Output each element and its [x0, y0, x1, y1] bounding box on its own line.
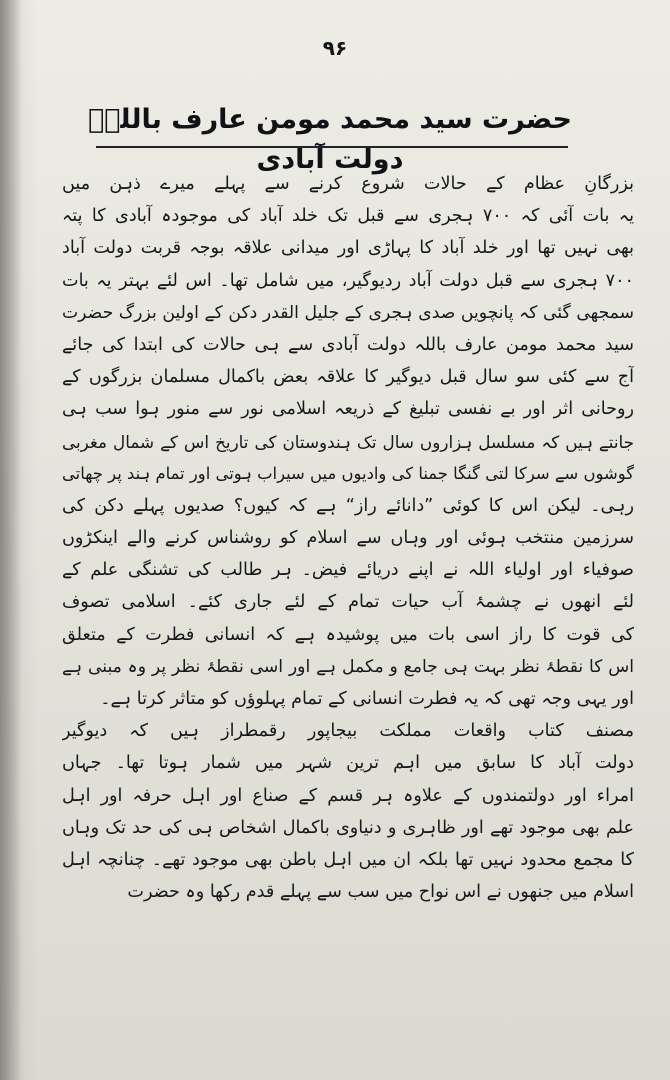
text-line: اور یہی وجہ تھی کہ یہ فطرت انسانی کے تمام پہلوؤں کو متاثر کرتا ہے۔ — [100, 689, 634, 709]
text-line: بزرگانِ عظام کے حالات شروع کرنے سے پہلے میرے ذہن میں — [62, 174, 634, 194]
text-line: صوفیاء اور اولیاء اللہ نے اپنے دریائے فیض۔ ہر طالب کی تشنگی علم کے — [62, 560, 634, 581]
text-line: دولت آباد کا سابق میں اہم ترین شہر میں شمار ہوتا تھا۔ جہاں — [62, 753, 634, 774]
text-line: اس کا نقطۂ نظر بہت ہی جامع و مکمل ہے اور اسی نقطۂ نظر پر وہ مبنی ہے — [62, 656, 634, 677]
text-line: سرزمین منتخب ہوئی اور وہاں سے اسلام کو روشناس کرنے والے اینکڑوں — [62, 528, 634, 549]
text-line: گوشوں سے سرکا لتی گنگا جمنا کی وادیوں میں سیراب ہوتی اور تمام ہند پر چھاتی — [62, 463, 634, 483]
text-line: ۷۰۰ ہجری سے قبل دولت آباد ردیوگیر، میں شامل تھا۔ اس لئے بہتر یہ بات — [62, 270, 634, 291]
text-line: لئے انھوں نے چشمۂ آب حیات تمام کے لئے جاری کئے۔ اسلامی تصوف — [62, 592, 634, 613]
chapter-heading: حضرت سید محمد مومن عارف باللہؒ دولت آبادی — [87, 104, 573, 175]
text-line: کی قوت کا راز اسی بات میں پوشیدہ ہے کہ انسانی فطرت کے متعلق — [62, 624, 634, 645]
text-line: علم بھی موجود تھے اور ظاہری و دنیاوی باکمال اشخاص ہی کی حد تک وہاں — [62, 817, 634, 838]
text-line: آج سے کئی سو سال قبل دیوگیر کا علاقہ بعض باکمال مسلمان بزرگوں کے — [62, 367, 634, 388]
text-line: کا مجمع محدود نہیں تھا بلکہ ان میں اہل باطن بھی موجود تھے۔ چنانچہ اہل — [62, 849, 634, 870]
text-line: جانتے ہیں کہ مسلسل ہزاروں سال تک ہندوستان کی تاریخ اس کے شمال مغربی — [62, 431, 634, 452]
text-line: بھی نہیں تھا اور خلد آباد کا پہاڑی اور میدانی علاقہ بوجہ قربت دولت آباد — [62, 238, 634, 259]
text-line: سمجھی گئی کہ پانچویں صدی ہجری کے جلیل القدر دکن کے اولین بزرگ حضرت — [62, 302, 634, 323]
text-line: روحانی اثر اور بے نفسی تبلیغ کے ذریعہ اسلامی نور سے منور ہوا سب ہی — [62, 399, 634, 420]
text-line: اسلام میں جنھوں نے اس نواح میں سب سے پہلے قدم رکھا وہ حضرت — [127, 882, 634, 903]
heading-underline — [96, 146, 568, 148]
text-line: رہی۔ لیکن اس کا کوئی ”دانائے راز“ ہے کہ کیوں؟ صدیوں پہلے دکن کی — [62, 495, 634, 516]
text-line: امراء اور دولتمندوں کے علاوہ ہر قسم کے صناع اور اہل حرفہ اور اہل — [62, 785, 634, 806]
body-text — [62, 168, 634, 908]
page-number: ۹۶ — [322, 36, 348, 60]
text-line: مصنف کتاب واقعات مملکت بیجاپور رقمطراز ہیں کہ دیوگیر — [62, 721, 634, 742]
binding-shadow — [0, 0, 22, 1080]
text-line: سید محمد مومن عارف باللہ دولت آبادی سے ہی حالات کی ابتدا کی جائے — [62, 334, 634, 355]
text-line: یہ بات آئی کہ ۷۰۰ ہجری سے قبل تک خلد آباد کی موجودہ آبادی کا پتہ — [62, 206, 634, 227]
